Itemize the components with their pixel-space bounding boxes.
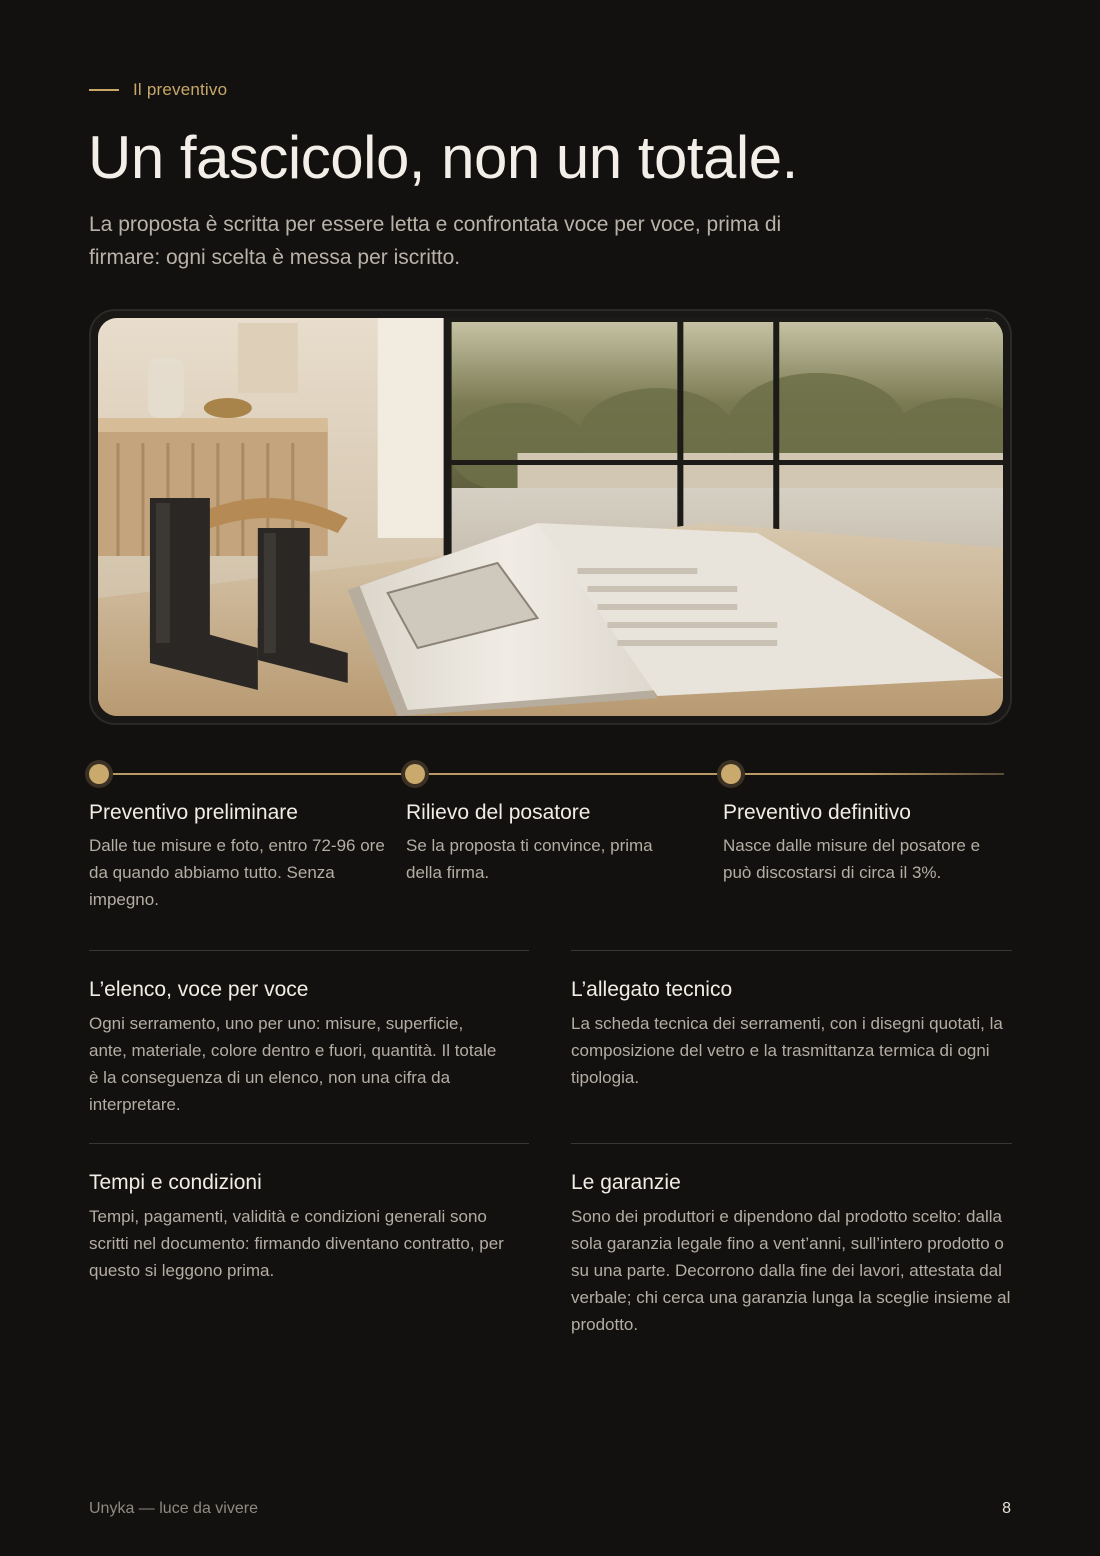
info-description: Ogni serramento, uno per uno: misure, superficie, ante, materiale, colore dentro e fuori, quantità. Il totale è la conseguenza di un elenco, non una cifra da interpretare.: [89, 1014, 497, 1114]
info-description: Tempi, pagamenti, validità e condizioni generali sono scritti nel documento: firmando diventano contratto, per questo si leggono prima.: [89, 1207, 504, 1280]
step-title: Rilievo del posatore: [406, 801, 591, 824]
section-eyebrow: [89, 80, 227, 100]
info-list: [89, 950, 529, 1118]
page-number: 8: [1002, 1500, 1011, 1517]
step-description: Nasce dalle misure del posatore e può discostarsi di circa il 3%.: [723, 836, 981, 882]
lead-paragraph: La proposta è scritta per essere letta e confrontata voce per voce, prima di firmare: ogni scelta è messa per iscritto.: [89, 213, 782, 269]
eyebrow-rule: [89, 89, 119, 91]
info-technical-annex: [571, 950, 1012, 1091]
info-title: Tempi e condizioni: [89, 1171, 262, 1194]
footer-brand: Unyka — luce da vivere: [89, 1500, 258, 1517]
photo-frame: [89, 309, 1012, 725]
step-survey: [406, 798, 691, 886]
hero-photo-illustration: [98, 318, 1003, 716]
info-title: Le garanzie: [571, 1171, 681, 1194]
timeline-dot-2: [405, 764, 425, 784]
eyebrow-label: Il preventivo: [133, 80, 228, 99]
step-preliminary: [89, 798, 389, 913]
info-description: La scheda tecnica dei serramenti, con i disegni quotati, la composizione del vetro e la trasmittanza termica di ogni tipologia.: [571, 1014, 1003, 1087]
info-title: L’allegato tecnico: [571, 978, 733, 1001]
timeline-dot-3: [721, 764, 741, 784]
step-description: Se la proposta ti convince, prima della firma.: [406, 836, 653, 882]
info-terms: [89, 1143, 529, 1284]
step-final: [723, 798, 1008, 886]
timeline-dot-1: [89, 764, 109, 784]
timeline-line: [97, 773, 1004, 775]
info-title: L’elenco, voce per voce: [89, 978, 309, 1001]
step-title: Preventivo preliminare: [89, 801, 298, 824]
info-warranties: [571, 1143, 1012, 1338]
process-timeline: [89, 762, 1004, 786]
step-description: Dalle tue misure e foto, entro 72-96 ore da quando abbiamo tutto. Senza impegno.: [89, 836, 385, 909]
page-title: Un fascicolo, non un totale.: [88, 124, 798, 191]
hero-photo: [98, 318, 1003, 716]
info-description: Sono dei produttori e dipendono dal prodotto scelto: dalla sola garanzia legale fino a vent’anni, sull’intero prodotto o su una parte. Decorrono dalla fine dei lavori, attestata dal verbale; chi cerca una garanzia lunga la sceglie insieme al prodotto.: [571, 1207, 1011, 1334]
step-title: Preventivo definitivo: [723, 801, 911, 824]
